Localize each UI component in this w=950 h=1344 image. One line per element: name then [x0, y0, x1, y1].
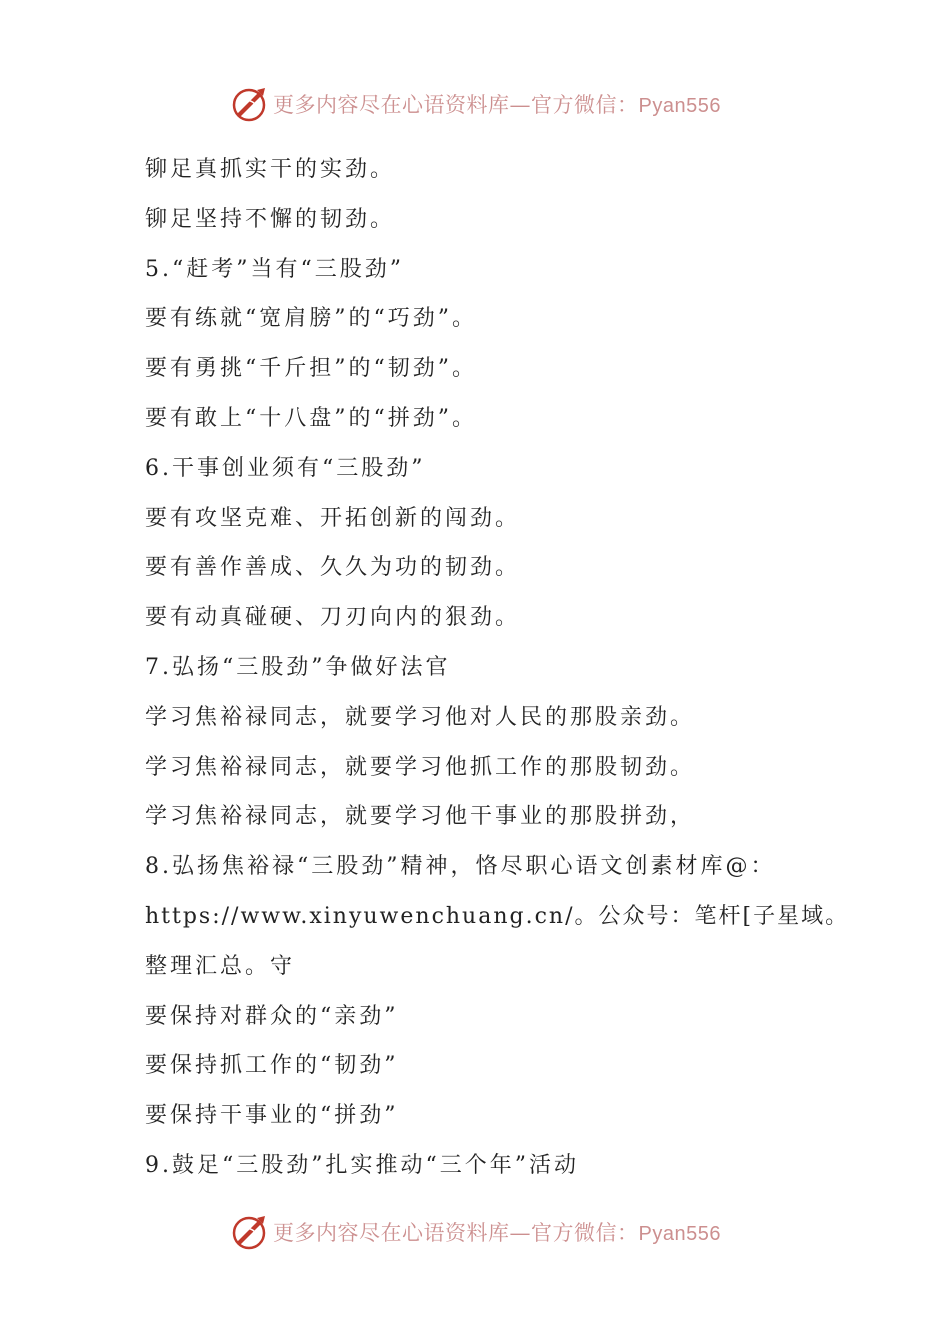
pen-logo-icon: [229, 1212, 269, 1252]
section-heading: 6.干事创业须有“三股劲”: [145, 455, 426, 481]
footer-banner: [0, 1210, 950, 1254]
text-line: 要有敢上“十八盘”的“拼劲”。: [145, 405, 477, 431]
text-line: 要有勇挑“千斤担”的“韧劲”。: [145, 356, 477, 382]
pen-logo-icon: [229, 84, 269, 124]
section-heading: 7.弘扬“三股劲”争做好法官: [145, 654, 451, 680]
document-body: [145, 145, 905, 1191]
text-line: 铆足坚持不懈的韧劲。: [145, 206, 396, 232]
text-line: 要有动真碰硬、刀刃向内的狠劲。: [145, 605, 521, 631]
section-heading: 8.弘扬焦裕禄“三股劲”精神，恪尽职心语文创素材库@：: [145, 854, 776, 880]
text-line: 要有练就“宽肩膀”的“巧劲”。: [145, 306, 477, 332]
footer-banner-text: 更多内容尽在心语资料库—官方微信：Pyan556: [273, 1221, 721, 1245]
text-line: 学习焦裕禄同志，就要学习他对人民的那股亲劲。: [145, 704, 696, 730]
text-line: 学习焦裕禄同志，就要学习他抓工作的那股韧劲。: [145, 754, 696, 780]
text-line: 要保持干事业的“拼劲”: [145, 1103, 399, 1129]
text-line-url: https://www.xinyuwenchuang.cn/。公众号：笔杆[子星域。: [145, 903, 850, 929]
section-heading: 5.“赶考”当有“三股劲”: [145, 256, 404, 282]
footer-wechat-id: Pyan556: [638, 1223, 721, 1245]
section-heading: 9.鼓足“三股劲”扎实推动“三个年”活动: [145, 1152, 579, 1178]
text-line: 学习焦裕禄同志，就要学习他干事业的那股拼劲，: [145, 804, 696, 830]
header-banner: [0, 82, 950, 126]
text-line: 要保持抓工作的“韧劲”: [145, 1053, 399, 1079]
header-banner-text: 更多内容尽在心语资料库—官方微信：Pyan556: [273, 93, 721, 117]
header-wechat-id: Pyan556: [638, 95, 721, 117]
text-line: 要有善作善成、久久为功的韧劲。: [145, 555, 521, 581]
text-line: 要有攻坚克难、开拓创新的闯劲。: [145, 505, 521, 531]
text-line: 铆足真抓实干的实劲。: [145, 157, 396, 182]
text-line: 要保持对群众的“亲劲”: [145, 1003, 399, 1029]
text-line: 整理汇总。守: [145, 953, 296, 979]
